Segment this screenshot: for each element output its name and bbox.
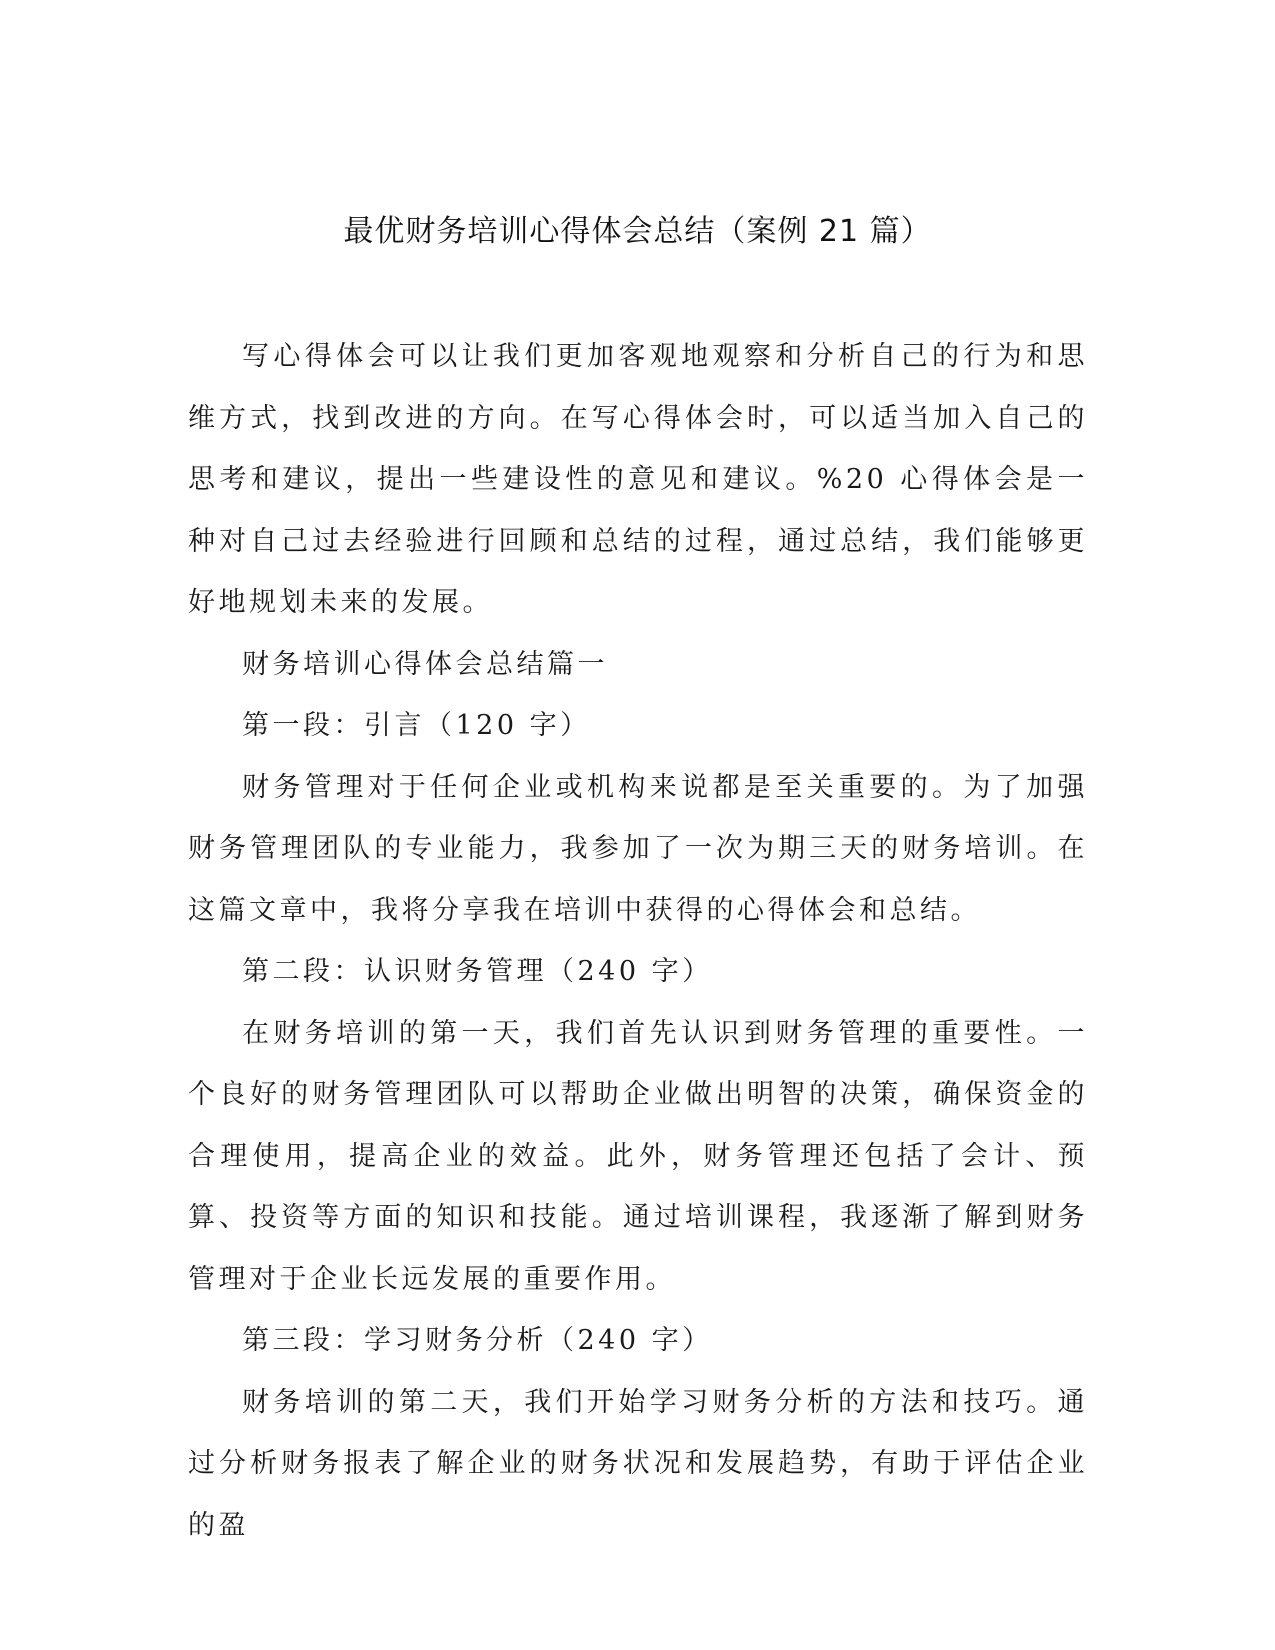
document-title: 最优财务培训心得体会总结（案例 21 篇） — [343, 214, 932, 249]
paragraph-intro: 写心得体会可以让我们更加客观地观察和分析自己的行为和思维方式，找到改进的方向。在写心得体会时，可以适当加入自己的思考和建议，提出一些建设性的意见和建议。%20 心得体会是一种对自己过去经验进行回顾和总结的过程，通过总结，我们能够更好地规划未来的发展。 — [188, 341, 1088, 618]
section-heading: 财务培训心得体会总结篇一 — [242, 648, 608, 680]
document-body — [188, 326, 1088, 1556]
paragraph: 在财务培训的第一天，我们首先认识到财务管理的重要性。一个良好的财务管理团队可以帮助企业做出明智的决策，确保资金的合理使用，提高企业的效益。此外，财务管理还包括了会计、预算、投资等方面的知识和技能。通过培训课程，我逐渐了解到财务管理对于企业长远发展的重要作用。 — [188, 1017, 1088, 1295]
paragraph-heading: 第一段：引言（120 字） — [242, 710, 591, 741]
paragraph-heading: 第二段：认识财务管理（240 字） — [242, 956, 713, 987]
paragraph: 财务培训的第二天，我们开始学习财务分析的方法和技巧。通过分析财务报表了解企业的财务状况和发展趋势，有助于评估企业的盈 — [188, 1386, 1088, 1541]
paragraph-heading: 第三段：学习财务分析（240 字） — [242, 1325, 713, 1356]
paragraph: 财务管理对于任何企业或机构来说都是至关重要的。为了加强财务管理团队的专业能力，我参加了一次为期三天的财务培训。在这篇文章中，我将分享我在培训中获得的心得体会和总结。 — [188, 771, 1088, 926]
